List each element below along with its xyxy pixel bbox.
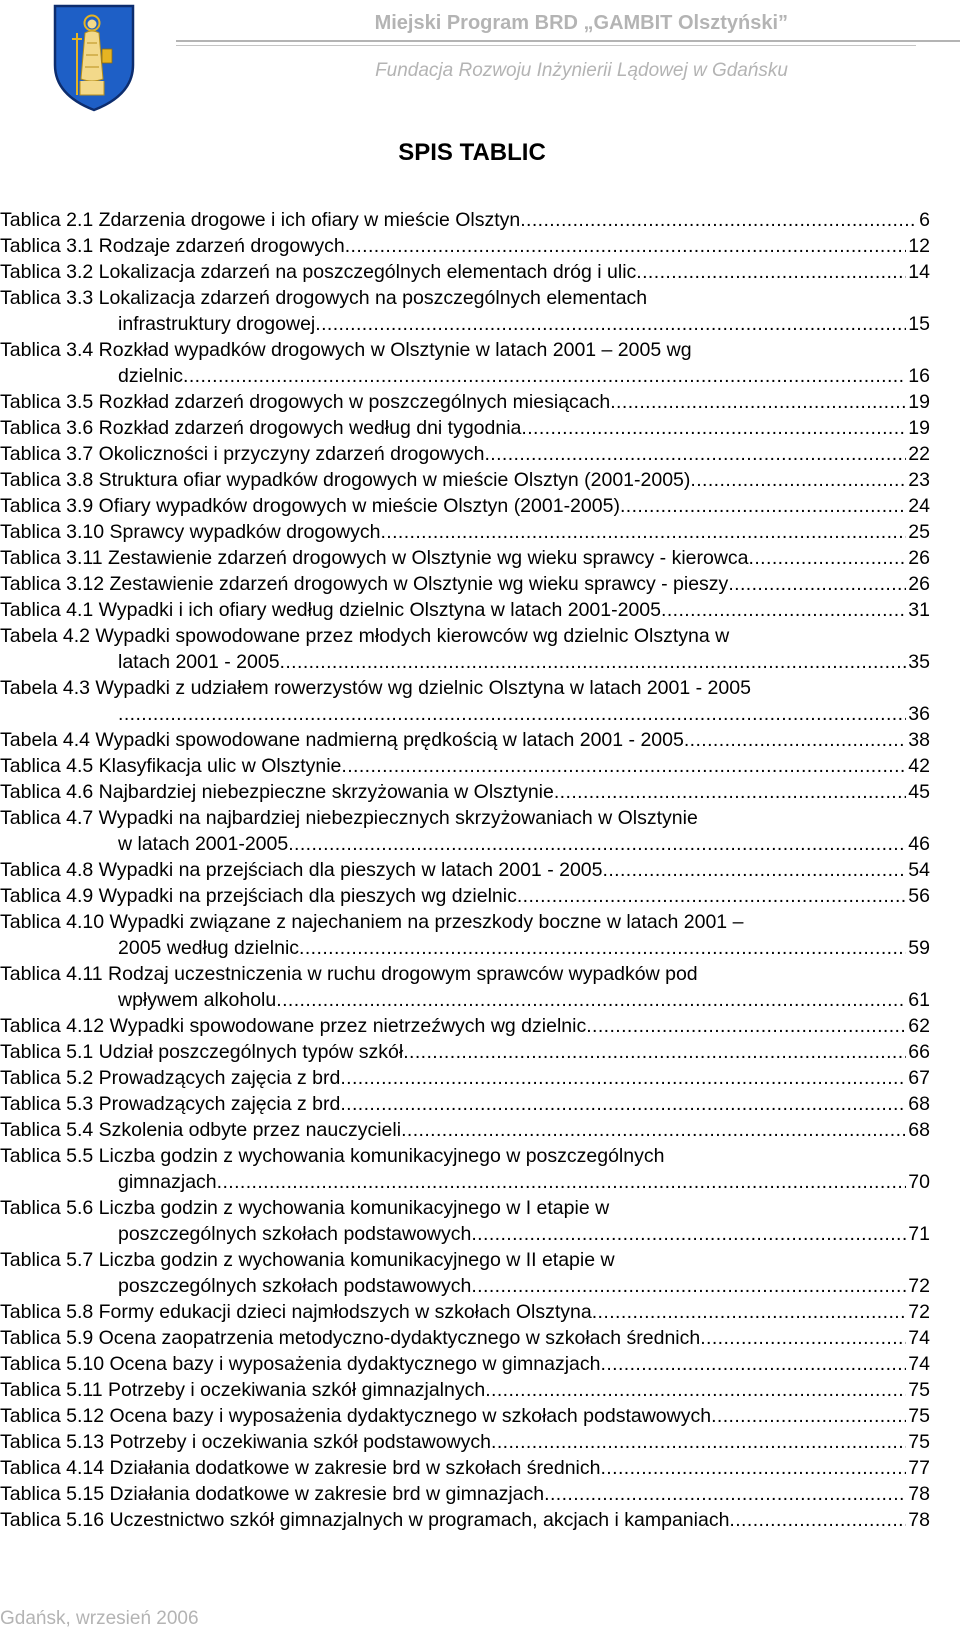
- toc-page-number: 72: [908, 1275, 930, 1297]
- toc-entry[interactable]: [0, 625, 930, 677]
- toc-page-number: 62: [908, 1015, 930, 1037]
- toc-entry-text: Tablica 3.6 Rozkład zdarzeń drogowych według dni tygodnia: [0, 417, 522, 439]
- toc-page-number: 12: [908, 235, 930, 257]
- toc-entry-text: Tablica 5.7 Liczba godzin z wychowania komunikacyjnego w II etapie w: [0, 1249, 615, 1271]
- toc-entry-text: poszczególnych szkołach podstawowych: [118, 1275, 472, 1297]
- toc-page-number: 66: [908, 1041, 930, 1063]
- toc-entry-line: [0, 1405, 930, 1431]
- toc-page-number: 42: [908, 755, 930, 777]
- toc-entry-line: [0, 1197, 930, 1223]
- toc-page-number: 54: [908, 859, 930, 881]
- toc-entry-line: [0, 261, 930, 287]
- dot-leader: [700, 1327, 906, 1350]
- toc-page-number: 70: [908, 1171, 930, 1193]
- toc-entry-text: Tablica 5.8 Formy edukacji dzieci najmłodszych w szkołach Olsztyna: [0, 1301, 592, 1323]
- toc-entry-text: Tablica 3.9 Ofiary wypadków drogowych w mieście Olsztyn (2001-2005): [0, 495, 620, 517]
- toc-entry[interactable]: [0, 677, 930, 729]
- toc-entry-line: [0, 1431, 930, 1457]
- toc-title: SPIS TABLIC: [398, 139, 546, 166]
- toc-entry-continuation: [0, 1275, 930, 1301]
- toc-entry-line: [0, 1379, 930, 1405]
- toc-entry[interactable]: [0, 1327, 930, 1353]
- toc-page-number: 23: [908, 469, 930, 491]
- dot-leader: [484, 443, 906, 466]
- toc-entry-line: [0, 1067, 930, 1093]
- toc-entry-text: Tablica 5.11 Potrzeby i oczekiwania szkół gimnazjalnych: [0, 1379, 486, 1401]
- toc-entry-text: Tabela 4.2 Wypadki spowodowane przez młodych kierowców wg dzielnic Olsztyna w: [0, 625, 730, 647]
- toc-page-number: 31: [908, 599, 930, 621]
- toc-entry[interactable]: [0, 1509, 930, 1535]
- toc-entry[interactable]: [0, 1249, 930, 1301]
- toc-page-number: 46: [908, 833, 930, 855]
- toc-page-number: 6: [919, 209, 930, 231]
- dot-leader: [729, 1509, 906, 1532]
- toc-entry-continuation: [0, 937, 930, 963]
- dot-leader: [315, 313, 906, 336]
- toc-entry-line: [0, 339, 930, 365]
- table-of-tables: [0, 209, 930, 1535]
- toc-entry[interactable]: [0, 547, 930, 573]
- toc-entry[interactable]: [0, 911, 930, 963]
- program-title: Miejski Program BRD „GAMBIT Olsztyński”: [374, 12, 788, 34]
- toc-entry-line: [0, 729, 930, 755]
- toc-entry-text: Tablica 3.2 Lokalizacja zdarzeń na poszczególnych elementach dróg i ulic: [0, 261, 637, 283]
- dot-leader: [345, 235, 907, 258]
- toc-page-number: 24: [908, 495, 930, 517]
- toc-entry-text: dzielnic: [118, 365, 184, 387]
- toc-entry-continuation: [0, 989, 930, 1015]
- toc-page-number: 15: [908, 313, 930, 335]
- toc-entry-text: w latach 2001-2005: [118, 833, 289, 855]
- toc-entry-continuation: [0, 703, 930, 729]
- toc-entry-text: Tablica 3.5 Rozkład zdarzeń drogowych w poszczególnych miesiącach: [0, 391, 611, 413]
- toc-page-number: 35: [908, 651, 930, 673]
- toc-entry-text: Tablica 3.12 Zestawienie zdarzeń drogowych w Olsztynie wg wieku sprawcy - pieszy: [0, 573, 729, 595]
- toc-entry-line: [0, 391, 930, 417]
- toc-entry-text: Tablica 5.5 Liczba godzin z wychowania komunikacyjnego w poszczególnych: [0, 1145, 665, 1167]
- toc-entry-text: Tablica 5.2 Prowadzących zajęcia z brd: [0, 1067, 341, 1089]
- toc-entry[interactable]: [0, 573, 930, 599]
- toc-page-number: 67: [908, 1067, 930, 1089]
- toc-entry[interactable]: [0, 1431, 930, 1457]
- toc-entry[interactable]: [0, 1197, 930, 1249]
- dot-leader: [118, 703, 906, 726]
- dot-leader: [636, 261, 906, 284]
- toc-entry-continuation: [0, 1171, 930, 1197]
- toc-entry[interactable]: [0, 1145, 930, 1197]
- dot-leader: [600, 1457, 906, 1480]
- toc-entry-line: [0, 1249, 930, 1275]
- dot-leader: [403, 1041, 906, 1064]
- dot-leader: [592, 1301, 907, 1324]
- dot-leader: [340, 1093, 906, 1116]
- toc-entry[interactable]: [0, 1301, 930, 1327]
- toc-entry-line: [0, 1093, 930, 1119]
- toc-entry-text: Tablica 4.12 Wypadki spowodowane przez nietrzeźwych wg dzielnic: [0, 1015, 587, 1037]
- toc-entry-continuation: [0, 313, 930, 339]
- toc-entry-line: [0, 885, 930, 911]
- toc-entry-text: gimnazjach: [118, 1171, 217, 1193]
- toc-entry-text: Tablica 2.1 Zdarzenia drogowe i ich ofiary w mieście Olsztyn: [0, 209, 521, 231]
- toc-entry-continuation: [0, 365, 930, 391]
- dot-leader: [299, 937, 906, 960]
- toc-entry-line: [0, 911, 930, 937]
- toc-entry-line: [0, 469, 930, 495]
- toc-page-number: 78: [908, 1509, 930, 1531]
- toc-entry-line: [0, 807, 930, 833]
- dot-leader: [288, 833, 906, 856]
- toc-entry[interactable]: [0, 885, 930, 911]
- toc-entry-text: Tablica 4.6 Najbardziej niebezpieczne skrzyżowania w Olsztynie: [0, 781, 554, 803]
- toc-entry-text: Tablica 5.3 Prowadzących zajęcia z brd: [0, 1093, 341, 1115]
- toc-page-number: 75: [908, 1431, 930, 1453]
- toc-entry-continuation: [0, 833, 930, 859]
- toc-entry-text: Tablica 3.10 Sprawcy wypadków drogowych: [0, 521, 381, 543]
- toc-entry[interactable]: [0, 781, 930, 807]
- toc-page-number: 74: [908, 1353, 930, 1375]
- toc-page-number: 25: [908, 521, 930, 543]
- toc-entry-text: Tabela 4.4 Wypadki spowodowane nadmierną prędkością w latach 2001 - 2005: [0, 729, 684, 751]
- toc-entry[interactable]: [0, 963, 930, 1015]
- toc-entry-text: Tablica 4.1 Wypadki i ich ofiary według dzielnic Olsztyna w latach 2001-2005: [0, 599, 662, 621]
- toc-page-number: 56: [908, 885, 930, 907]
- toc-entry[interactable]: [0, 391, 930, 417]
- dot-leader: [340, 1067, 906, 1090]
- toc-entry-text: Tablica 4.8 Wypadki na przejściach dla pieszych w latach 2001 - 2005: [0, 859, 603, 881]
- toc-entry-line: [0, 963, 930, 989]
- toc-entry-line: [0, 287, 930, 313]
- toc-entry-line: [0, 1483, 930, 1509]
- toc-page-number: 36: [908, 703, 930, 725]
- dot-leader: [183, 365, 906, 388]
- toc-entry-line: [0, 677, 930, 703]
- toc-entry-line: [0, 209, 930, 235]
- toc-entry-line: [0, 547, 930, 573]
- toc-entry-line: [0, 1145, 930, 1171]
- toc-page-number: 45: [908, 781, 930, 803]
- toc-entry-line: [0, 1301, 930, 1327]
- dot-leader: [521, 417, 906, 440]
- toc-page-number: 78: [908, 1483, 930, 1505]
- toc-entry[interactable]: [0, 469, 930, 495]
- toc-page-number: 72: [908, 1301, 930, 1323]
- toc-entry-text: Tablica 5.4 Szkolenia odbyte przez nauczycieli: [0, 1119, 402, 1141]
- toc-entry[interactable]: [0, 521, 930, 547]
- toc-entry-text: latach 2001 - 2005: [118, 651, 280, 673]
- toc-page-number: 16: [908, 365, 930, 387]
- dot-leader: [341, 755, 906, 778]
- toc-page-number: 68: [908, 1119, 930, 1141]
- toc-entry-text: Tablica 4.10 Wypadki związane z najechaniem na przeszkody boczne w latach 2001 –: [0, 911, 744, 933]
- toc-entry-text: Tablica 5.15 Działania dodatkowe w zakresie brd w gimnazjach: [0, 1483, 545, 1505]
- toc-entry-text: Tablica 3.11 Zestawienie zdarzeń drogowych w Olsztynie wg wieku sprawcy - kierowca: [0, 547, 749, 569]
- dot-leader: [517, 885, 906, 908]
- toc-entry-text: Tablica 3.3 Lokalizacja zdarzeń drogowych na poszczególnych elementach: [0, 287, 648, 309]
- toc-page-number: 22: [908, 443, 930, 465]
- toc-entry-text: Tabela 4.3 Wypadki z udziałem rowerzystów wg dzielnic Olsztyna w latach 2001 - 2005: [0, 677, 751, 699]
- toc-page-number: 75: [908, 1405, 930, 1427]
- toc-entry[interactable]: [0, 495, 930, 521]
- toc-entry[interactable]: [0, 1405, 930, 1431]
- toc-entry-line: [0, 1041, 930, 1067]
- toc-entry[interactable]: [0, 1379, 930, 1405]
- dot-leader: [520, 209, 917, 232]
- toc-entry[interactable]: [0, 1041, 930, 1067]
- toc-entry[interactable]: [0, 261, 930, 287]
- toc-entry[interactable]: [0, 417, 930, 443]
- toc-entry[interactable]: [0, 859, 930, 885]
- dot-leader: [280, 651, 907, 674]
- toc-page-number: 77: [908, 1457, 930, 1479]
- toc-page-number: 26: [908, 573, 930, 595]
- toc-page-number: 19: [908, 391, 930, 413]
- toc-entry[interactable]: [0, 443, 930, 469]
- dot-leader: [661, 599, 906, 622]
- toc-entry-continuation: [0, 651, 930, 677]
- toc-entry-text: Tablica 4.11 Rodzaj uczestniczenia w ruchu drogowym sprawców wypadków pod: [0, 963, 698, 985]
- toc-entry[interactable]: [0, 807, 930, 859]
- toc-entry[interactable]: [0, 339, 930, 391]
- dot-leader: [711, 1405, 906, 1428]
- toc-page-number: 26: [908, 547, 930, 569]
- dot-leader: [276, 989, 906, 1012]
- footer-place-date: Gdańsk, wrzesień 2006: [0, 1608, 199, 1629]
- toc-entry-text: Tablica 5.16 Uczestnictwo szkół gimnazjalnych w programach, akcjach i kampaniach: [0, 1509, 730, 1531]
- dot-leader: [586, 1015, 906, 1038]
- dot-leader: [684, 729, 906, 752]
- toc-entry-line: [0, 235, 930, 261]
- toc-entry-text: Tablica 4.5 Klasyfikacja ulic w Olsztynie: [0, 755, 342, 777]
- toc-entry-text: 2005 według dzielnic: [118, 937, 300, 959]
- dot-leader: [380, 521, 906, 544]
- toc-entry-line: [0, 781, 930, 807]
- toc-entry[interactable]: [0, 1483, 930, 1509]
- toc-page-number: 14: [908, 261, 930, 283]
- toc-entry-text: Tablica 5.13 Potrzeby i oczekiwania szkół podstawowych: [0, 1431, 491, 1453]
- toc-entry-line: [0, 417, 930, 443]
- toc-page-number: 38: [908, 729, 930, 751]
- toc-entry[interactable]: [0, 1067, 930, 1093]
- toc-entry-line: [0, 521, 930, 547]
- toc-entry-text: wpływem alkoholu: [118, 989, 277, 1011]
- toc-entry-text: Tablica 4.7 Wypadki na najbardziej niebezpiecznych skrzyżowaniach w Olsztynie: [0, 807, 698, 829]
- dot-leader: [544, 1483, 906, 1506]
- toc-entry[interactable]: [0, 729, 930, 755]
- dot-leader: [471, 1275, 906, 1298]
- toc-entry-line: [0, 573, 930, 599]
- dot-leader: [728, 573, 906, 596]
- toc-entry-text: Tablica 3.1 Rodzaje zdarzeń drogowych: [0, 235, 345, 257]
- toc-entry-text: Tablica 4.9 Wypadki na przejściach dla pieszych wg dzielnic: [0, 885, 517, 907]
- toc-entry-text: Tablica 5.9 Ocena zaopatrzenia metodyczno-dydaktycznego w szkołach średnich: [0, 1327, 701, 1349]
- dot-leader: [610, 391, 906, 414]
- dot-leader: [620, 495, 906, 518]
- dot-leader: [471, 1223, 906, 1246]
- dot-leader: [690, 469, 906, 492]
- toc-entry[interactable]: [0, 599, 930, 625]
- toc-entry[interactable]: [0, 1015, 930, 1041]
- toc-entry-line: [0, 1457, 930, 1483]
- toc-page-number: 71: [908, 1223, 930, 1245]
- dot-leader: [554, 781, 906, 804]
- toc-entry[interactable]: [0, 1093, 930, 1119]
- toc-entry-line: [0, 443, 930, 469]
- toc-page-number: 75: [908, 1379, 930, 1401]
- toc-entry[interactable]: [0, 235, 930, 261]
- toc-page-number: 68: [908, 1093, 930, 1115]
- toc-entry-line: [0, 1119, 930, 1145]
- dot-leader: [491, 1431, 906, 1454]
- header-rule: [176, 40, 960, 42]
- toc-entry-line: [0, 625, 930, 651]
- toc-entry-text: Tablica 5.12 Ocena bazy i wyposażenia dydaktycznego w szkołach podstawowych: [0, 1405, 712, 1427]
- toc-entry-text: Tablica 4.14 Działania dodatkowe w zakresie brd w szkołach średnich: [0, 1457, 601, 1479]
- olsztyn-coat-of-arms-icon: [52, 3, 136, 113]
- toc-entry-text: Tablica 5.6 Liczba godzin z wychowania komunikacyjnego w I etapie w: [0, 1197, 610, 1219]
- toc-page-number: 19: [908, 417, 930, 439]
- toc-entry-line: [0, 1353, 930, 1379]
- toc-entry-text: poszczególnych szkołach podstawowych: [118, 1223, 472, 1245]
- toc-entry[interactable]: [0, 209, 930, 235]
- toc-entry-line: [0, 859, 930, 885]
- header-rule-thin: [176, 45, 916, 46]
- toc-entry-line: [0, 1509, 930, 1535]
- toc-entry[interactable]: [0, 1353, 930, 1379]
- toc-entry-line: [0, 495, 930, 521]
- toc-entry-line: [0, 755, 930, 781]
- toc-entry-text: Tablica 5.10 Ocena bazy i wyposażenia dydaktycznego w gimnazjach: [0, 1353, 601, 1375]
- dot-leader: [401, 1119, 906, 1142]
- dot-leader: [749, 547, 907, 570]
- toc-page-number: 59: [908, 937, 930, 959]
- toc-entry-line: [0, 1327, 930, 1353]
- toc-entry[interactable]: [0, 1119, 930, 1145]
- toc-entry-line: [0, 1015, 930, 1041]
- toc-entry[interactable]: [0, 755, 930, 781]
- dot-leader: [603, 859, 907, 882]
- toc-entry-line: [0, 599, 930, 625]
- dot-leader: [217, 1171, 907, 1194]
- dot-leader: [485, 1379, 906, 1402]
- toc-entry-continuation: [0, 1223, 930, 1249]
- toc-entry-text: infrastruktury drogowej: [118, 313, 316, 335]
- toc-entry-text: Tablica 3.7 Okoliczności i przyczyny zdarzeń drogowych: [0, 443, 485, 465]
- foundation-name: Fundacja Rozwoju Inżynierii Lądowej w Gdańsku: [375, 60, 788, 81]
- dot-leader: [601, 1353, 907, 1376]
- toc-entry-text: Tablica 3.4 Rozkład wypadków drogowych w Olsztynie w latach 2001 – 2005 wg: [0, 339, 692, 361]
- toc-entry-text: Tablica 5.1 Udział poszczególnych typów szkół: [0, 1041, 404, 1063]
- toc-page-number: 74: [908, 1327, 930, 1349]
- toc-entry-text: Tablica 3.8 Struktura ofiar wypadków drogowych w mieście Olsztyn (2001-2005): [0, 469, 691, 491]
- toc-entry[interactable]: [0, 1457, 930, 1483]
- toc-entry[interactable]: [0, 287, 930, 339]
- toc-page-number: 61: [908, 989, 930, 1011]
